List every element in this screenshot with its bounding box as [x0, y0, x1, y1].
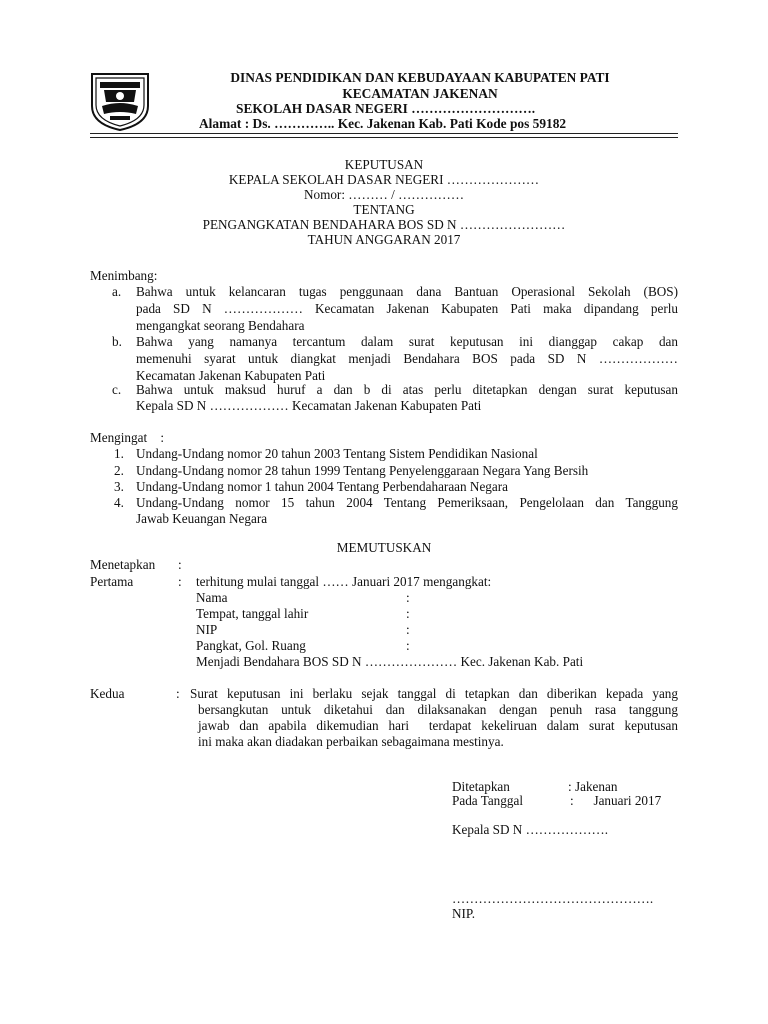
colon: :: [406, 638, 410, 653]
menimbang-b-line: Kecamatan Jakenan Kabupaten Pati: [136, 368, 326, 383]
doc-subtitle: KEPALA SEKOLAH DASAR NEGERI …………………: [228, 172, 540, 187]
signature-line: ……………………………………….: [452, 891, 654, 906]
colon: :: [406, 622, 410, 637]
item-number: 3.: [114, 479, 124, 494]
memutuskan-heading: MEMUTUSKAN: [336, 540, 432, 555]
kedua-line: Surat keputusan ini berlaku sejak tanggal di tetapkan dan diberikan kepada yang: [190, 686, 678, 701]
mengingat-item: Undang-Undang nomor 1 tahun 2004 Tentang Perbendaharaan Negara: [136, 479, 508, 494]
kepala-sekolah: Kepala SD N ……………….: [452, 822, 609, 837]
ditetapkan-label: Ditetapkan: [452, 779, 510, 794]
menjadi-text: Menjadi Bendahara BOS SD N ………………… Kec. Jakenan Kab. Pati: [196, 654, 584, 669]
header-divider: [90, 133, 678, 138]
kedua-label: Kedua: [90, 686, 125, 701]
colon: :: [178, 574, 182, 589]
menimbang-label: Menimbang:: [90, 268, 158, 283]
doc-tentang: TENTANG: [353, 202, 415, 217]
menimbang-a-line: pada SD N ……………… Kecamatan Jakenan Kabupaten Pati maka dipandang perlu: [136, 301, 678, 316]
menimbang-a-line: Bahwa untuk kelancaran tugas penggunaan dana Bantuan Operasional Sekolah (BOS): [136, 284, 678, 299]
mengingat-item: Undang-Undang nomor 20 tahun 2003 Tentang Sistem Pendidikan Nasional: [136, 446, 538, 461]
ditetapkan-value: : Jakenan: [568, 779, 618, 794]
field-nip: NIP: [196, 622, 218, 637]
kedua-line: bersangkutan untuk diketahui dan dilaksanakan dengan penuh rasa tanggung: [198, 702, 678, 717]
header-district: KECAMATAN JAKENAN: [342, 86, 498, 101]
doc-year: TAHUN ANGGARAN 2017: [307, 232, 461, 247]
header-address: Alamat : Ds. ………….. Kec. Jakenan Kab. Pati Kode pos 59182: [199, 116, 567, 131]
colon: :: [176, 686, 180, 701]
menimbang-c-line: Bahwa untuk maksud huruf a dan b di atas perlu ditetapkan dengan surat keputusan: [136, 382, 678, 397]
field-ttl: Tempat, tanggal lahir: [196, 606, 309, 621]
mengingat-item: Undang-Undang nomor 15 tahun 2004 Tentang Pemeriksaan, Pengelolaan dan Tanggung: [136, 495, 678, 510]
menimbang-c-line: Kepala SD N ……………… Kecamatan Jakenan Kabupaten Pati: [136, 398, 482, 413]
item-letter: b.: [112, 334, 122, 349]
field-pangkat: Pangkat, Gol. Ruang: [196, 638, 306, 653]
colon: :: [406, 606, 410, 621]
pertama-label: Pertama: [90, 574, 134, 589]
doc-number: Nomor: ……… / ……………: [303, 187, 465, 202]
menimbang-b-line: memenuhi syarat untuk diangkat menjadi Bendahara BOS pada SD N ………………: [136, 351, 678, 366]
item-number: 1.: [114, 446, 124, 461]
kedua-line: jawab dan apabila dikemudian hari terdapat kekeliruan dalam surat keputusan: [198, 718, 678, 733]
doc-subject: PENGANGKATAN BENDAHARA BOS SD N ……………………: [202, 217, 566, 232]
header-agency: DINAS PENDIDIKAN DAN KEBUDAYAAN KABUPATEN PATI: [230, 70, 610, 85]
pati-regency-logo-icon: [88, 68, 152, 132]
mengingat-item: Undang-Undang nomor 28 tahun 1999 Tentang Penyelenggaraan Negara Yang Bersih: [136, 463, 589, 478]
mengingat-label: Mengingat :: [90, 430, 164, 445]
doc-title: KEPUTUSAN: [344, 157, 424, 172]
item-letter: c.: [112, 382, 122, 397]
kedua-line: ini maka akan diadakan perbaikan sebagaimana mestinya.: [198, 734, 504, 749]
pertama-text: terhitung mulai tanggal …… Januari 2017 mengangkat:: [196, 574, 492, 589]
colon: :: [178, 557, 182, 572]
nip-label: NIP.: [452, 906, 476, 921]
header-school: SEKOLAH DASAR NEGERI ……………………….: [236, 101, 536, 116]
mengingat-item: Jawab Keuangan Negara: [136, 511, 268, 526]
tanggal-value: : Januari 2017: [570, 793, 662, 808]
menimbang-b-line: Bahwa yang namanya tercantum dalam surat keputusan ini dianggap cakap dan: [136, 334, 678, 349]
item-number: 4.: [114, 495, 124, 510]
item-number: 2.: [114, 463, 124, 478]
colon: :: [406, 590, 410, 605]
menimbang-a-line: mengangkat seorang Bendahara: [136, 318, 305, 333]
item-letter: a.: [112, 284, 122, 299]
field-nama: Nama: [196, 590, 228, 605]
menetapkan-label: Menetapkan: [90, 557, 156, 572]
tanggal-label: Pada Tanggal: [452, 793, 523, 808]
